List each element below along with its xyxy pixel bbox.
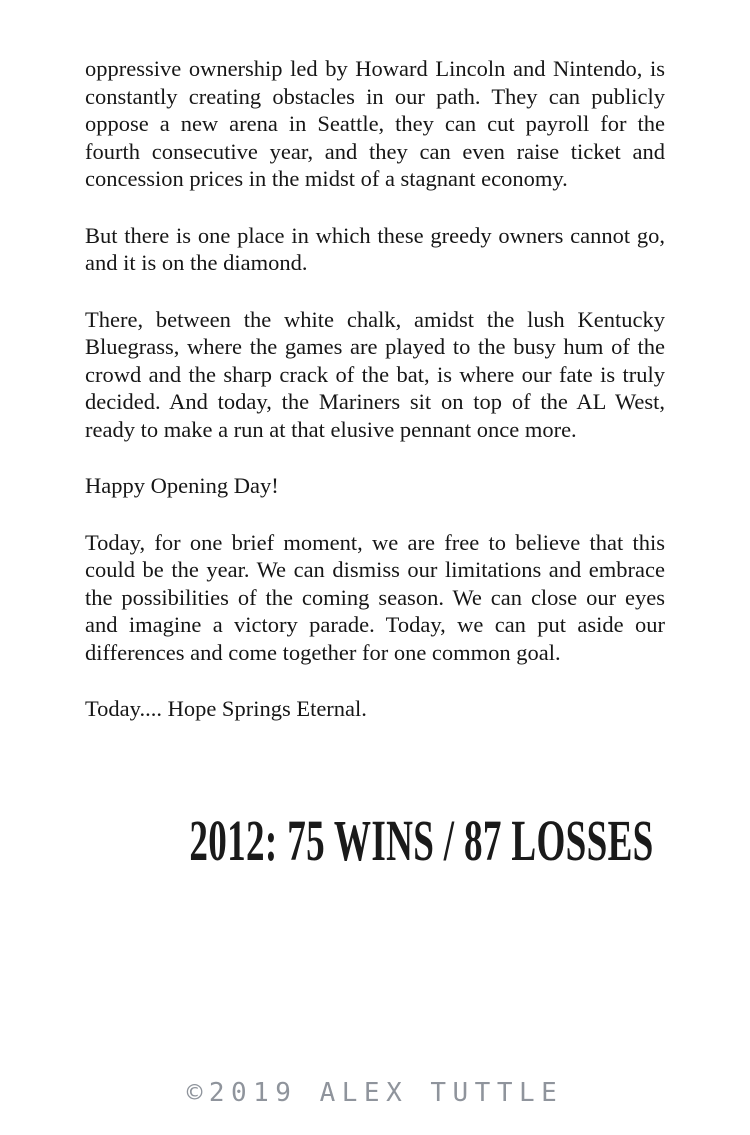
copyright-notice: ©2019 ALEX TUTTLE [186, 1077, 564, 1108]
season-record-headline: 2012: 75 WINS / 87 LOSSES [189, 807, 654, 873]
body-paragraph: Happy Opening Day! [85, 473, 279, 498]
body-paragraph: Today, for one brief moment, we are free to believe that this could be the year. We can dismiss our limitations and embrace the possibilities of the coming season. We can close our eyes and imagine a victory parade. Today, we can put aside our differences and come together for one common goal. [85, 529, 665, 665]
body-paragraph: Today.... Hope Springs Eternal. [85, 696, 367, 721]
body-paragraph: There, between the white chalk, amidst the lush Kentucky Bluegrass, where the games are played to the busy hum of the crowd and the sharp crack of the bat, is where our fate is truly decided. And today, the Mariners sit on top of the AL West, ready to make a run at that elusive pennant once more. [85, 306, 665, 442]
body-paragraph: But there is one place in which these greedy owners cannot go, and it is on the diamond. [85, 222, 665, 275]
body-paragraph: oppressive ownership led by Howard Lincoln and Nintendo, is constantly creating obstacles in our path. They can publicly oppose a new arena in Seattle, they can cut payroll for the fourth consecutive year, and they can even raise ticket and concession prices in the midst of a stagnant economy. [85, 56, 665, 191]
